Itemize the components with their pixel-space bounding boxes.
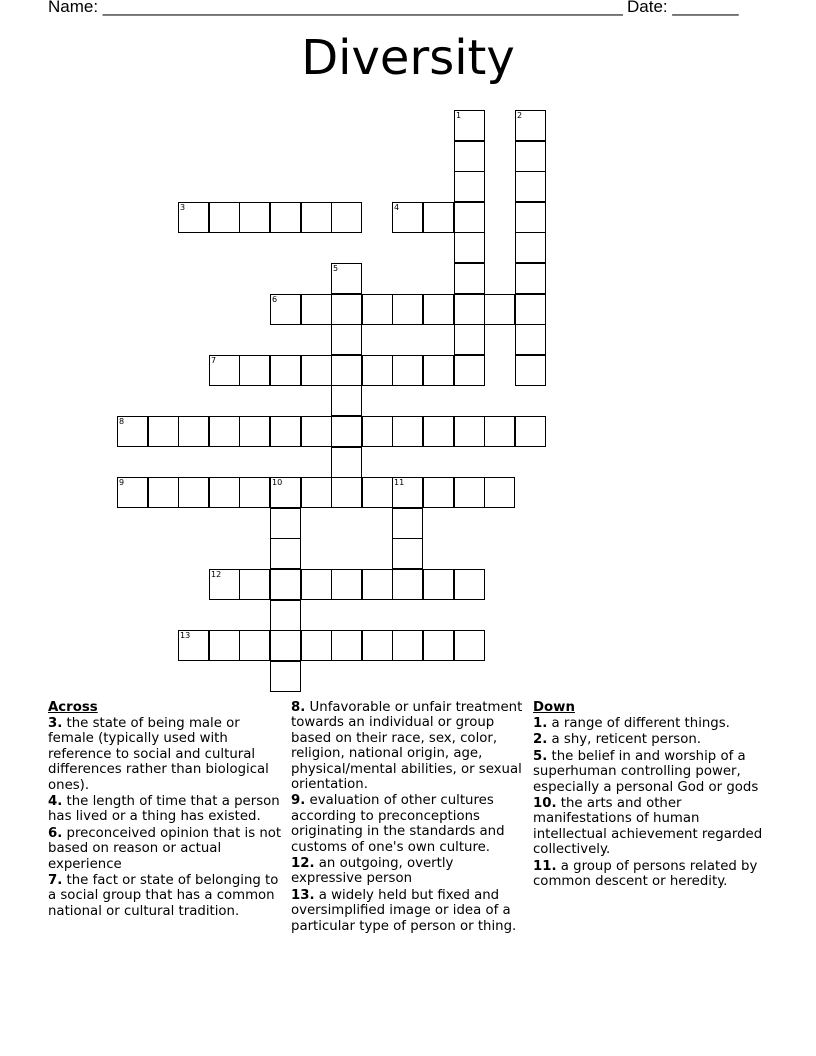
grid-cell[interactable]	[454, 355, 485, 386]
grid-cell[interactable]	[515, 232, 546, 263]
grid-cell[interactable]	[270, 600, 301, 631]
clue-number-label: 11.	[533, 858, 557, 874]
clue-text: a shy, reticent person.	[547, 732, 702, 748]
clue-number: 11	[394, 478, 405, 487]
clue-text: Unfavorable or unfair treatment towards an individual or group based on their race, sex, color, religion, national origin, age, physical/mental abilities, or sexual orientation.	[291, 700, 523, 793]
clue-number: 13	[180, 631, 191, 640]
grid-cell[interactable]	[301, 355, 332, 386]
grid-cell[interactable]	[484, 416, 515, 447]
grid-cell[interactable]	[331, 569, 362, 600]
clue-number: 9	[119, 478, 125, 487]
grid-cell[interactable]	[270, 508, 301, 539]
clue-number-label: 8.	[291, 700, 306, 715]
clue-number: 2	[517, 111, 523, 120]
grid-cell[interactable]	[454, 171, 485, 202]
clue-number-label: 6.	[48, 825, 63, 841]
grid-cell[interactable]	[392, 477, 423, 508]
grid-cell[interactable]	[209, 202, 240, 233]
clue-number: 8	[119, 417, 125, 426]
grid-cell[interactable]	[484, 294, 515, 325]
grid-cell[interactable]	[515, 416, 546, 447]
grid-cell[interactable]	[209, 477, 240, 508]
date-field[interactable]: Date: _______	[627, 0, 739, 16]
grid-cell[interactable]	[301, 630, 332, 661]
grid-cell[interactable]	[270, 477, 301, 508]
grid-cell[interactable]	[331, 263, 362, 294]
clue-item	[533, 796, 773, 858]
clue-number: 6	[272, 295, 278, 304]
grid-cell[interactable]	[301, 477, 332, 508]
grid-cell[interactable]	[239, 477, 270, 508]
grid-cell[interactable]	[515, 355, 546, 386]
grid-cell[interactable]	[209, 569, 240, 600]
grid-cell[interactable]	[270, 569, 301, 600]
grid-cell[interactable]	[392, 355, 423, 386]
grid-cell[interactable]	[423, 202, 454, 233]
grid-cell[interactable]	[331, 477, 362, 508]
grid-cell[interactable]	[392, 538, 423, 569]
grid-cell[interactable]	[454, 630, 485, 661]
clue-item	[291, 793, 525, 855]
grid-cell[interactable]	[454, 202, 485, 233]
grid-cell[interactable]	[515, 324, 546, 355]
grid-cell[interactable]	[515, 141, 546, 172]
grid-cell[interactable]	[454, 569, 485, 600]
grid-cell[interactable]	[362, 569, 393, 600]
grid-cell[interactable]	[515, 202, 546, 233]
grid-cell[interactable]	[331, 294, 362, 325]
grid-cell[interactable]	[392, 630, 423, 661]
grid-cell[interactable]	[209, 355, 240, 386]
grid-cell[interactable]	[209, 416, 240, 447]
grid-cell[interactable]	[423, 477, 454, 508]
grid-cell[interactable]	[270, 202, 301, 233]
grid-cell[interactable]	[515, 263, 546, 294]
clue-text: the fact or state of belonging to a social group that has a common national or cultural tradition.	[48, 873, 279, 919]
clue-number-label: 1.	[533, 716, 548, 731]
clue-number: 3	[180, 203, 186, 212]
clue-text: the belief in and worship of a superhuman controlling power, especially a personal God or gods	[533, 748, 759, 795]
grid-cell[interactable]	[362, 630, 393, 661]
grid-cell[interactable]	[331, 355, 362, 386]
grid-cell[interactable]	[331, 202, 362, 233]
across-heading: Across	[48, 700, 98, 715]
grid-cell[interactable]	[423, 355, 454, 386]
clue-item	[48, 794, 284, 825]
grid-cell[interactable]	[301, 294, 332, 325]
grid-cell[interactable]	[239, 416, 270, 447]
grid-cell[interactable]	[423, 294, 454, 325]
grid-cell[interactable]	[239, 630, 270, 661]
clue-text: an outgoing, overtly expressive person	[291, 856, 454, 887]
grid-cell[interactable]	[331, 416, 362, 447]
grid-cell[interactable]	[392, 508, 423, 539]
grid-cell[interactable]	[392, 202, 423, 233]
clue-number-label: 4.	[48, 794, 63, 810]
clue-item	[48, 826, 284, 872]
grid-cell[interactable]	[362, 294, 393, 325]
grid-cell[interactable]	[239, 569, 270, 600]
grid-cell[interactable]	[331, 324, 362, 355]
grid-cell[interactable]	[301, 202, 332, 233]
clue-item	[533, 859, 773, 890]
grid-cell[interactable]	[362, 416, 393, 447]
grid-cell[interactable]	[239, 202, 270, 233]
grid-cell[interactable]	[454, 110, 485, 141]
clue-number: 4	[394, 203, 400, 212]
grid-cell[interactable]	[515, 110, 546, 141]
grid-cell[interactable]	[454, 324, 485, 355]
clue-text: evaluation of other cultures according to preconceptions originating in the standards and customs of one's own culture.	[291, 793, 505, 855]
grid-cell[interactable]	[301, 416, 332, 447]
clue-number-label: 12.	[291, 856, 315, 872]
clue-item	[533, 749, 773, 795]
grid-cell[interactable]	[148, 416, 179, 447]
grid-cell[interactable]	[423, 569, 454, 600]
grid-cell[interactable]	[117, 416, 148, 447]
grid-cell[interactable]	[362, 355, 393, 386]
across-clues-column-2	[291, 700, 525, 935]
clue-number: 12	[211, 570, 222, 579]
grid-cell[interactable]	[392, 416, 423, 447]
grid-cell[interactable]	[270, 538, 301, 569]
grid-cell[interactable]	[331, 630, 362, 661]
clue-item	[533, 716, 773, 731]
clue-number: 5	[333, 264, 339, 273]
page-title: Diversity	[301, 30, 515, 86]
clue-number-label: 7.	[48, 873, 63, 889]
clue-item	[48, 873, 284, 919]
clue-text: the state of being male or female (typically used with reference to social and cultural differences rather than biological ones).	[48, 716, 269, 793]
grid-cell[interactable]	[270, 416, 301, 447]
grid-cell[interactable]	[454, 477, 485, 508]
down-clues-column	[533, 700, 773, 890]
clue-number-label: 2.	[533, 732, 548, 748]
clue-item	[48, 716, 284, 793]
grid-cell[interactable]	[148, 477, 179, 508]
clue-text: the length of time that a person has lived or a thing has existed.	[48, 794, 280, 825]
clue-number-label: 3.	[48, 716, 63, 731]
grid-cell[interactable]	[392, 294, 423, 325]
grid-cell[interactable]	[454, 263, 485, 294]
grid-cell[interactable]	[331, 447, 362, 478]
grid-cell[interactable]	[484, 477, 515, 508]
clue-text: a group of persons related by common descent or heredity.	[533, 858, 758, 890]
grid-cell[interactable]	[239, 355, 270, 386]
clue-item	[291, 700, 525, 792]
grid-cell[interactable]	[515, 294, 546, 325]
grid-cell[interactable]	[270, 294, 301, 325]
grid-cell[interactable]	[178, 202, 209, 233]
grid-cell[interactable]	[362, 477, 393, 508]
clue-number: 10	[272, 478, 283, 487]
clue-item	[291, 888, 525, 934]
grid-cell[interactable]	[331, 385, 362, 416]
clue-number-label: 9.	[291, 793, 306, 809]
grid-cell[interactable]	[301, 569, 332, 600]
clue-number: 1	[456, 111, 462, 120]
clue-text: a widely held but fixed and oversimplified image or idea of a particular type of person or thing.	[291, 887, 517, 934]
grid-cell[interactable]	[117, 477, 148, 508]
grid-cell[interactable]	[423, 416, 454, 447]
clue-number-label: 13.	[291, 887, 315, 903]
grid-cell[interactable]	[178, 630, 209, 661]
grid-cell[interactable]	[178, 477, 209, 508]
grid-cell[interactable]	[454, 416, 485, 447]
grid-cell[interactable]	[423, 630, 454, 661]
grid-cell[interactable]	[270, 661, 301, 692]
grid-cell[interactable]	[454, 141, 485, 172]
clue-item	[533, 732, 773, 747]
grid-cell[interactable]	[270, 355, 301, 386]
across-clues-column-1	[48, 700, 284, 920]
clue-item	[291, 856, 525, 887]
grid-cell[interactable]	[515, 171, 546, 202]
clue-text: a range of different things.	[547, 716, 730, 731]
grid-cell[interactable]	[454, 232, 485, 263]
down-heading: Down	[533, 700, 575, 715]
grid-cell[interactable]	[178, 416, 209, 447]
clue-text: preconceived opinion that is not based on reason or actual experience	[48, 825, 282, 872]
clue-number: 7	[211, 356, 217, 365]
clue-text: the arts and other manifestations of human intellectual achievement regarded collectively.	[533, 796, 763, 858]
grid-cell[interactable]	[392, 569, 423, 600]
grid-cell[interactable]	[209, 630, 240, 661]
clue-number-label: 5.	[533, 748, 548, 764]
clue-number-label: 10.	[533, 796, 557, 812]
grid-cell[interactable]	[270, 630, 301, 661]
grid-cell[interactable]	[454, 294, 485, 325]
name-field[interactable]: Name: _______________________________________________________	[48, 0, 623, 16]
